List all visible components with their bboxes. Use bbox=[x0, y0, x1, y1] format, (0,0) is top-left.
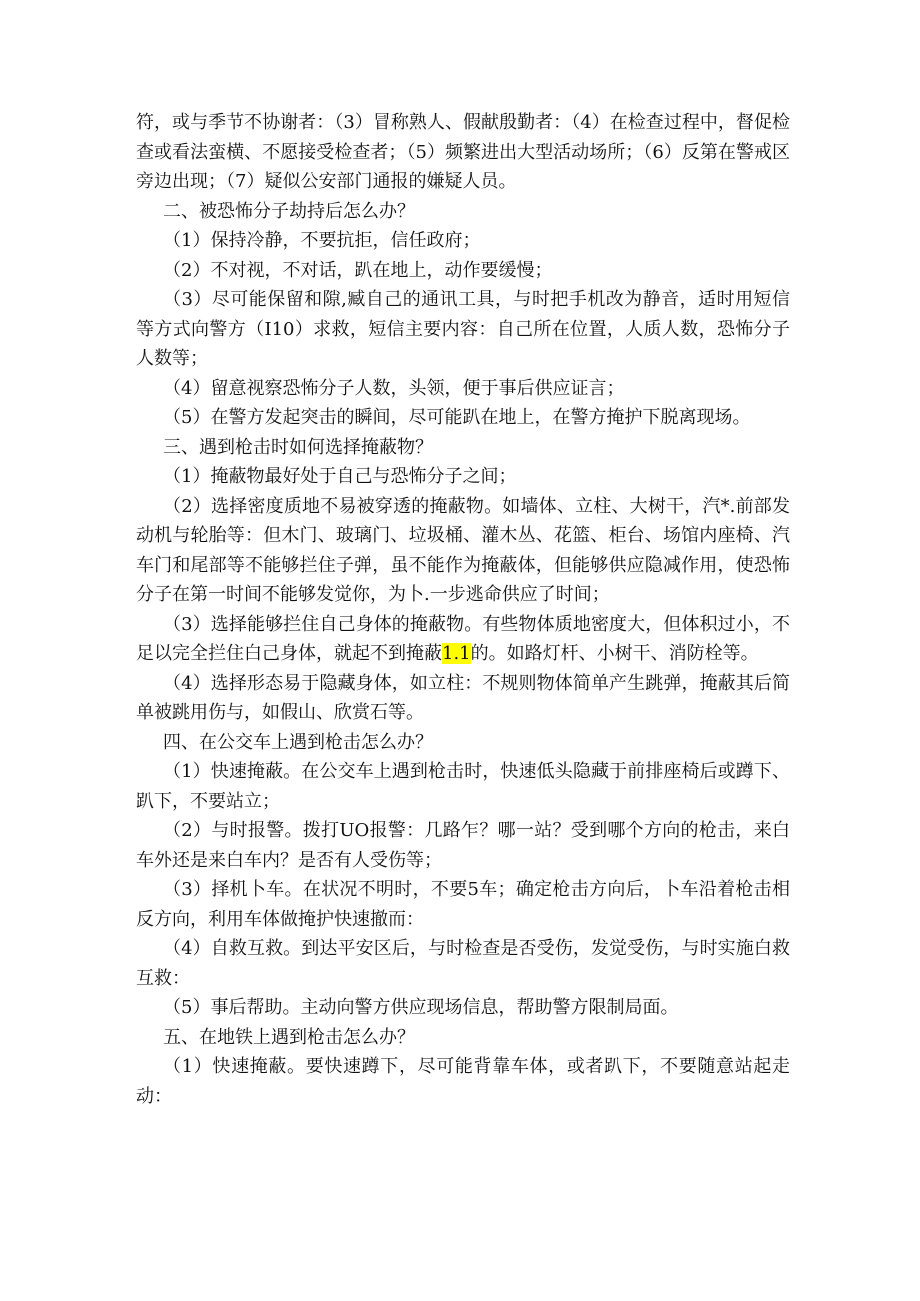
list-item: （4）留意视察恐怖分子人数，头领，便于事后供应证言； bbox=[163, 377, 625, 399]
section-heading-2: 二、被恐怖分子劫持后怎么办？ bbox=[163, 200, 415, 222]
text-segment: （3）选择能够拦住自己身体的掩蔽物。有些物体质地密度大，但体积过小，不足以完全拦住白己身体，就起不到掩蔽 bbox=[136, 613, 790, 664]
section-heading-5: 五、在地铁上遇到枪击怎么办？ bbox=[163, 1026, 415, 1048]
list-item: （2）不对视，不对话，趴在地上，动作要缓慢； bbox=[163, 259, 553, 281]
list-item: （2）选择密度质地不易被穿透的掩蔽物。如墙体、立柱、大树干，汽*.前部发动机与轮胎等：但木门、玻璃门、垃圾桶、灌木丛、花篮、柜台、场馆内座椅、汽车门和尾部等不能够拦住子弹，虽不能作为掩蔽体，但能够供应隐减作用，使恐怖分子在第一时间不能够发觉你，为卜.一步逃命供应了时间； bbox=[136, 495, 790, 605]
list-item: （1）掩蔽物最好处于自己与恐怖分子之间； bbox=[163, 466, 517, 487]
section-heading-3: 三、遇到枪击时如何选择掩蔽物？ bbox=[163, 436, 433, 458]
list-item: （5）在警方发起突击的瞬间，尽可能趴在地上，在警方掩护下脱离现场。 bbox=[163, 407, 751, 428]
list-item: （3）择机卜车。在状况不明时，不要5车；确定枪击方向后，卜车沿着枪击相反方向，利用车体做掩护快速撤而： bbox=[136, 879, 790, 930]
list-item: （5）事后帮助。主动向警方供应现场信息，帮助警方限制局面。 bbox=[163, 997, 679, 1018]
list-item: （1）快速掩蔽。在公交车上遇到枪击时，快速低头隐藏于前排座椅后或蹲下、趴下，不要站立； bbox=[136, 761, 790, 812]
list-item: （4）选择形态易于隐藏身体，如立柱：不规则物体简单产生跳弹，掩蔽其后简单被跳用伤与，如假山、欣赏石等。 bbox=[136, 672, 790, 723]
text-segment: 的。如路灯杆、小树干、消防栓等。 bbox=[470, 643, 759, 664]
list-item: （1）保持冷静，不要抗拒，信任政府； bbox=[163, 230, 481, 251]
section-heading-4: 四、在公交车上遇到枪击怎么办？ bbox=[163, 731, 433, 753]
list-item: （1）快速掩蔽。要快速蹲下，尽可能背靠车体，或者趴下，不要随意站起走动： bbox=[136, 1056, 790, 1107]
document-body bbox=[136, 108, 790, 1111]
list-item: （3）尽可能保留和隙,臧自己的通讯工具，与时把手机改为静音，适时用短信等方式向警方（I10）求救，短信主要内容：自己所在位置，人质人数，恐怖分子人数等； bbox=[136, 289, 790, 369]
list-item: （2）与时报警。拨打UO报警：几路乍？哪一站？受到哪个方向的枪击，来白车外还是来白车内？是否有人受伤等； bbox=[136, 820, 790, 871]
paragraph-continuation: 符，或与季节不协谢者：（3）冒称熟人、假献殷勤者：（4）在检查过程中，督促检查或看法蛮横、不愿接受检查者；（5）频繁进出大型活动场所；（6）反第在警戒区旁边出现；（7）疑似公安部门通报的嫌疑人员。 bbox=[136, 112, 790, 192]
list-item-highlighted bbox=[136, 610, 790, 669]
list-item: （4）自救互救。到达平安区后，与时检查是否受伤，发觉受伤，与时实施白救互救： bbox=[136, 938, 790, 989]
highlighted-text: 1.1 bbox=[442, 643, 471, 664]
